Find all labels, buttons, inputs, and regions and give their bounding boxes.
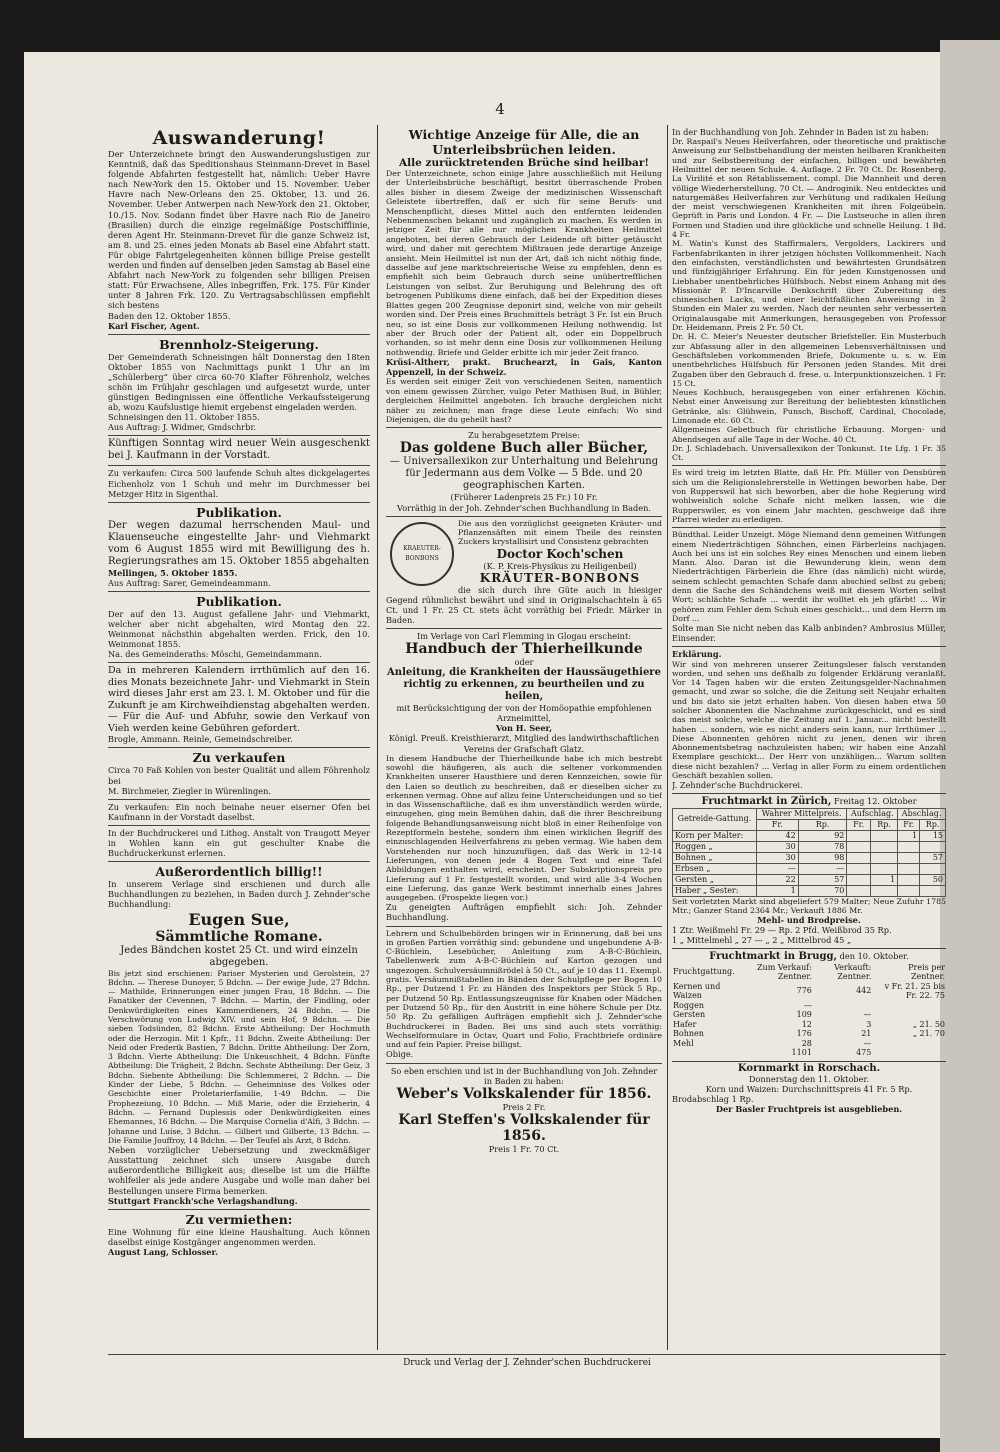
market-table (672, 963, 946, 1058)
brand-name: Doctor Koch'schen (496, 546, 624, 561)
ad-signature: Brogle, Ammann. Reinle, Gemeindschreiber. (108, 734, 293, 745)
table-cell (920, 863, 946, 874)
ad-text: Der Unterzeichnete bringt den Auswanderungslustigen zur Kenntniß, daß das Speditionshaus Steinmann-Drevet in Basel folgende Abfahrten festgestellt hat, nämlich: Ueber Havre nach New-York den 15. Oktober und 15. November. Ueber Havre nach New-Orleans den 25. Oktober, 13. und 26. November. Ueber Antwerpen nach New-York den 21. Oktober, 10./15. Nov. Sodann findet über Havre nach Rio de Janeiro (Brasilien) durch die einzige regelmäßige Postschifflinie, deren Agent Hr. Steinmann-Drevet für die ganze Schweiz ist, am 8. und 25. eines jeden Monats ab Basel eine Abfahrt statt. Für obige Fahrtgelegenheiten können billige Preise gestellt werden und finden auf denselben jeden Samstag ab Basel eine Abfahrt nach New-York zu folgenden sehr billigen Preisen statt: Für Erwachsene, Alles inbegriffen, Frk. 175. Für Kinder unter 8 Jahren Frk. 120. Zu Vertragsabschlüssen empfiehlt sich bestens (108, 149, 370, 311)
table-cell (898, 885, 920, 896)
market-zuerich (672, 794, 946, 949)
ad-text: Zu verkaufen: Circa 500 laufende Schuh altes dickgelagertes Eichenholz von 1 Schuh und mehr im Durchmesser bei Metzger Hitz in Sigenthal. (108, 468, 370, 499)
table-cell (870, 885, 897, 896)
ad-text: Der Gemeinderath Schneisingen hält Donnerstag den 18ten Oktober 1855 von Nachmittags punkt 1 Uhr an im „Schülerberg“ über circa 60-70 Klafter Föhrenholz, welches schön im Frühjahr geschlagen und aufgesetzt wurde, unter günstigen Bedingnissen eine öffentliche Verkaufssteigerung ab, wozu Kaufslustige hiemit ergebenst eingeladen werden. (108, 351, 370, 413)
ad-eugen-sue (108, 862, 370, 1209)
table-cell: — (863, 1038, 872, 1048)
table-cell: „ 21. 70 (912, 1029, 945, 1039)
table-cell: 57 (798, 874, 847, 885)
table-cell: 1 (898, 830, 920, 841)
table-cell (872, 1039, 946, 1049)
table-cell: 475 (856, 1048, 872, 1058)
ad-signature: Aus Auftrag: Sarer, Gemeindeammann. (108, 577, 271, 588)
ad-title: Auswanderung! (152, 127, 326, 149)
ad-date: Mellingen, 5. Oktober 1855. (108, 567, 238, 578)
table-row (672, 982, 946, 1001)
table-row (672, 1048, 946, 1058)
table-row (672, 1001, 946, 1011)
ad-date: Schneisingen den 11. Oktober 1855. (108, 412, 260, 423)
ad-signature: Krüsi-Altherr, prakt. Bruchearzt, in Gais, Kanton Appenzell, in der Schweiz. (386, 357, 662, 378)
table-cell: 98 (798, 852, 847, 863)
connector: oder (514, 657, 534, 668)
table-cell (920, 885, 946, 896)
book-author: Von H. Seer, (495, 723, 553, 734)
author-role: Königl. Preuß. Kreisthierarzt, Mitglied des landwirthschaftlichen Vereins der Grafschaft Glatz. (388, 733, 660, 754)
table-cell: 3 (866, 1019, 872, 1029)
ad-lehrling (108, 826, 370, 862)
market-date: den 10. Oktober. (839, 951, 909, 962)
ad-bruchmittel (386, 125, 662, 428)
table-cell: 1 (756, 885, 798, 896)
market-table (672, 808, 946, 897)
book-subtitle: Anleitung, die Krankheiten der Haussäugethiere richtig zu erkennen, zu beurtheilen und zu heilen, (387, 667, 661, 703)
product-title: KRÄUTER-BONBONS (479, 570, 641, 585)
price-line: (Früherer Ladenpreis 25 Fr.) 10 Fr. (450, 492, 598, 503)
book-title: Weber's Volkskalender für 1856. (396, 1085, 652, 1102)
table-cell: Mehl (673, 1038, 694, 1048)
notice-title: Erklärung. (672, 649, 722, 660)
table-cell: Hafer (673, 1019, 697, 1029)
ad-text: Circa 70 Faß Kohlen von bester Qualität und allem Föhrenholz bei (108, 765, 370, 786)
column-rule (377, 125, 378, 1350)
column-header: Abschlag. (898, 808, 946, 819)
market-date: Freitag 12. Oktober (833, 796, 917, 807)
ad-text: In diesem Handbuche der Thierheilkunde habe ich mich bestrebt sowohl die häufigeren, als auch die seltener vorkommenden Krankheiten unserer Hausthiere und deren Kennzeichen, sowie für den Laien so deutlich zu beschreiben, daß er dieselben sicher zu erkennen vermag. Ohne auf allzu feine Unterscheidungen und so tief in das Wissenschaftliche, daß es ihm unverständlich werden würde, einzugehen, ging mein Bemühen dahin, daß die ihrer Beschreibung folgende Behandlungsanweisung nicht bloß in einer Reihenfolge von Rezeptformeln bestehe, sondern ihm einen wirklichen Begriff des einzuschlagenden Heilverfahrens zu geben vermag. Wie haben dem Vorstehenden nur noch hinzuzufügen, daß das Werk in 12-14 Lieferungen, von denen jede 4 Bogen Text und eine Tafel Abbildungen enthalten wird, erscheint. Der Subskriptionspreis pro Lieferung auf 1 Fr. festgestellt worden, und wird alle 3-4 Wochen eine Lieferung, das ganze Werk bestimmt innerhalb eines Jahres ausgegeben. (Prospekte liegen vor.) (386, 753, 662, 903)
author-name: Eugen Sue, (188, 909, 290, 929)
ad-brennholz (108, 335, 370, 437)
ad-signature: August Lang, Schlosser. (108, 1246, 218, 1257)
next-page-edge (940, 40, 1000, 1452)
ad-vermiethen (108, 1210, 370, 1260)
column-2 (386, 125, 662, 1157)
column-rule (667, 125, 668, 1350)
table-cell: v Fr. 21. 25 bis Fr. 22. 75 (884, 981, 945, 1001)
column-3 (672, 125, 946, 1117)
ad-title: Außerordentlich billig!! (155, 864, 323, 880)
table-cell: 30 (756, 841, 798, 852)
table-row (672, 1029, 946, 1039)
ad-text: In der Buchdruckerei und Lithog. Anstalt von Traugott Meyer in Wohlen kann ein gut geschulter Knabe die Buchdruckerkunst erlernen. (108, 827, 370, 859)
market-date: Donnerstag den 11. Oktober. (748, 1073, 870, 1084)
column-header: Wahrer Mittelpreis. (756, 808, 846, 819)
ad-intro: Die aus den vorzüglichst geeigneten Kräuter- und Pflanzensäften mit einem Theile des reinsten Zuckers krystallisirt und Consistenz gebrachten (458, 518, 662, 547)
ad-intro: So eben erschien und ist in der Buchhandlung von Joh. Zehnder in Baden zu haben: (390, 1065, 658, 1086)
table-cell: 442 (856, 986, 872, 996)
table-cell (870, 863, 897, 874)
ad-date: Baden den 12. Oktober 1855. (108, 310, 231, 321)
book-meier: Dr. H. C. Meier's Neuester deutscher Briefsteller. Ein Musterbuch zur Abfassung aller in den allgemeinen Lebensverhältnissen und Geschäftsleben vorkommenden Briefe, Dokumente u. s. w. Ein unentbehrliches Hülfsbuch für Personen jeden Standes. Mit drei Zugaben über den Gebrauch d. frese. u. Interpunktionszeichen. 1 Fr. 15 Ct. (672, 332, 946, 388)
ad-text: die sich durch ihre Güte auch in hiesiger Gegend rühmlichst bewährt und sind in Originalschachteln à 65 Ct. und 1 Fr. 25 Ct. stets ächt vorräthig bei Friedr. Märker in Baden. (386, 584, 662, 625)
notice-erklaerung (672, 647, 946, 794)
notice-signature: J. Zehnder'sche Buchdruckerei. (672, 780, 803, 791)
ad-title: Zu vermiethen: (185, 1211, 293, 1227)
table-cell: Bohnen „ (673, 852, 757, 863)
table-cell: 22 (756, 874, 798, 885)
market-note: Seit vorletzten Markt sind abgeliefert 579 Malter; Neue Zufuhr 1785 Mtr.; Ganzer Stand 2364 Mr.; Verkauft 1886 Mr. (672, 896, 946, 915)
market-title: Fruchtmarkt in Zürich, (701, 796, 832, 808)
table-cell: Roggen (673, 1000, 704, 1010)
table-cell: 92 (798, 830, 847, 841)
market-brugg (672, 949, 946, 1061)
table-cell (847, 841, 870, 852)
table-cell (898, 841, 920, 852)
market-title: Kornmarkt in Rorschach. (737, 1062, 881, 1074)
column-header: Preis per Zentner. (908, 962, 945, 982)
ad-publikation-mellingen (108, 503, 370, 592)
ad-wein (108, 436, 370, 466)
notice-signature: Solte man Sie nicht neben das Kalb anbinden? Ambrosius Müller, Einsender. (672, 623, 946, 644)
ad-intro: In unserem Verlage sind erschienen und durch alle Buchhandlungen zu beziehen, in Baden durch J. Zehnder'sche Buchhandlung: (108, 879, 370, 910)
ad-signature: Stuttgart Franckh'sche Verlagshandlung. (108, 1195, 298, 1206)
market-text: Korn und Waizen: Durchschnittspreis 41 Fr. 5 Rp. (705, 1083, 913, 1094)
price-line: Preis 2 Fr. (502, 1101, 546, 1112)
ad-kohlen (108, 748, 370, 799)
market-text: Brodabschlag 1 Rp. (672, 1093, 754, 1104)
notice-text: Es wird treig im letzten Blatte, daß Hr. Pfr. Müller von Densbüren sich um die Religionslehrerstelle in Wettingen beworben habe. Der von Rupperswil hat sich beworben, aber die hohe Regierung wird wohlweislich solche Schafe nicht melken lassen, wie die Rupperswiler, es von einem Jahr machten, geschweige daß ihre Pfarrei wieder zu erledigen. (672, 468, 946, 524)
ad-signature: Karl Fischer, Agent. (108, 320, 200, 331)
table-cell (872, 1048, 946, 1058)
ad-text: Eine Wohnung für eine kleine Haushaltung. Auch können daselbst einige Kostgänger angenommen werden. (108, 1226, 370, 1247)
table-cell (813, 1001, 872, 1011)
book-schladebach: Dr. J. Schladebach. Universallexikon der Tonkunst. 1te Lfg. 1 Fr. 35 Ct. (672, 443, 946, 463)
table-row (673, 885, 946, 896)
ad-title: Publikation. (196, 593, 282, 609)
ad-text: — Universallexikon zur Unterhaltung und Belehrung für Jedermann aus dem Volke — 5 Bde. und 20 geographischen Karten. (389, 456, 659, 492)
table-cell (872, 1001, 946, 1011)
table-cell: 42 (756, 830, 798, 841)
ad-signature: Vorräthig in der Joh. Zehnder'schen Buchhandlung in Baden. (397, 502, 651, 513)
table-cell: 176 (796, 1029, 812, 1039)
book-title: Das goldene Buch aller Bücher, (399, 440, 649, 457)
table-cell (870, 841, 897, 852)
column-header: Verkauft: Zentner. (834, 962, 872, 982)
table-row (673, 852, 946, 863)
table-cell (872, 1010, 946, 1020)
table-cell: 50 (920, 874, 946, 885)
table-header-row (672, 963, 946, 982)
table-cell: — (803, 1000, 812, 1010)
table-cell (870, 852, 897, 863)
table-cell (920, 841, 946, 852)
column-header: Fruchtgattung. (673, 967, 735, 977)
table-cell: Bohnen (673, 1029, 704, 1039)
ad-publikation-frick (108, 592, 370, 663)
table-cell (870, 830, 897, 841)
table-cell: Kernen und Waizen (673, 981, 721, 1001)
table-cell: 70 (798, 885, 847, 896)
ad-text: Künftigen Sonntag wird neuer Wein ausgeschenkt bei J. Kaufmann in der Vorstadt. (108, 438, 370, 462)
ad-signature: Obige. (386, 1049, 414, 1060)
ad-volkskalender (386, 1064, 662, 1157)
table-cell (898, 852, 920, 863)
table-cell (847, 863, 870, 874)
bonbons-seal-icon: KRAEUTER-BONBONS (390, 522, 454, 586)
table-cell: Haber „ Sester: (673, 885, 757, 896)
table-cell: Gersten (673, 1010, 706, 1020)
ad-lead: Im Verlage von Carl Flemming in Glogau erscheint: (416, 630, 631, 641)
ad-text: Dr. Raspail's Neues Heilverfahren, oder theoretische und praktische Anweisung zur Selbstbehandlung der meisten heilbaren Krankheiten und zur Selbstbereitung der einfachen, billigen und bewährten Heilmittel der neuen Schule. 4. Auflage. 2 Fr. 70 Ct. Dr. Rosenberg. La Virilité et son Rétablissement. compl. Die Mannheit und deren völlige Wiederherstellung. 70 Ct. — Androginik. Neu entdecktes und naturgemäßes Heilverfahren zur Verhütung und radikalen Heilung der meist verschwiegenen Krankheiten mit ihren Folgeübeln. Geprüft in Paris und London. 4 Fr. — Die Lustseuche in allen ihren Formen und Stadien und ihre glückliche und schnelle Heilung. 1 Bd. 4 Fr. (672, 137, 946, 240)
ad-title: Publikation. (196, 504, 282, 520)
ad-buchhandlung-zehnder (672, 125, 946, 466)
notice-text: Wir sind von mehreren unserer Zeitungsleser falsch verstanden worden, und sehen uns deßhalb zu folgender Erklärung veranlaßt. Vor 14 Tagen haben wir die ersten Zeitungsgelder-Nachnahmen gemacht, und zwar so solche, die die Zeitung seit Neujahr erhalten und bis dato sie jetzt erhalten haben. Von diesen haben etwa 50 solcher Abonnenten die Nachnahme zurückgeschickt, und es sind das meist solche, welche die Zeitung auf 1. Januar... nicht bestellt haben ... sondern, wie es nicht anders sein kann, nur Irrthümer ... Diese Abonnenten gehören nicht zu jenen, denen wir ihren Abonnementsbetrag nachzuleisten haben; wir haben eine Anzahl Exemplare geschickt... Der Herr von unzähligen... Warum sollten diese nicht bezahlen? ... Verlag in aller Form zu einem ordentlichen Geschäft bezahlen sollen. (672, 659, 946, 781)
brand-sub: (K. P. Kreis-Physikus zu Heiligenbeil) (483, 560, 637, 571)
book-gebetbuch: Allgemeines Gebetbuch für christliche Erbauung. Morgen- und Abendsegen auf alle Tage in der Woche. 40 Ct. (672, 425, 946, 444)
book-title: Handbuch der Thierheilkunde (405, 641, 643, 658)
column-header: Getreide-Gattung. (673, 808, 757, 830)
ad-text: Lehrern und Schulbehörden bringen wir in Erinnerung, daß bei uns in großen Partien vorräthig sind: gebundene und ungebundene A-B-C-Büchlein, Lesebücher, Anleitung zum A-B-C-Büchlein, Tabellenwerk zum A-B-C-Büchlein auf Karton gezogen und ungezogen. Schulversäumnißrödel à 50 Ct., auf je 10 das 11. Exempl. gratis. Versäumnißtabellen in Bänden der Schulpflege per Bogen 10 Rp., per Dutzend 1 Fr. zu Händen des Inspektors per Stück 5 Rp., per Dutzend 50 Rp. Entlassungszeugnisse für Knaben oder Mädchen per Dutzend 50 Rp., für den Austritt in eine höhere Schule per Dtz. 50 Rp. Zu gefälligen Aufträgen empfiehlt sich J. Zehnder'sche Buchdruckerei in Baden. Bei uns sind auch stets vorräthig: Wechselformulare in Octav, Quart und Folio, Frachtbriefe ordinäre und auf fein Papier. Preise billigst. (386, 928, 662, 1050)
table-cell (898, 874, 920, 885)
table-cell: 15 (920, 830, 946, 841)
market-text: Der Basler Fruchtpreis ist ausgeblieben. (715, 1103, 903, 1114)
price-line: Jedes Bändchen kostet 25 Ct. und wird einzeln abgegeben. (120, 944, 358, 968)
ad-signature: Na. des Gemeinderaths: Möschi, Gemeindammann. (108, 649, 322, 660)
column-header: Aufschlag. (847, 808, 898, 819)
table-cell (847, 885, 870, 896)
ad-title: Zu verkaufen (192, 750, 286, 766)
imprint-footer: Druck und Verlag der J. Zehnder'schen Buchdruckerei (108, 1354, 946, 1368)
ad-text: Da in mehreren Kalendern irrthümlich auf den 16. dies Monats bezeichnete Jahr- und Viehmarkt in Stein wird dieses Jahr erst am 23. l. M. Oktober und für die Zukunft je am Kirchweihdienstag abgehalten werden. — Für die Auf- und Abfuhr, sowie den Verkauf von Vieh werden keine Gebühren gefordert. (108, 665, 370, 734)
table-row (672, 1020, 946, 1030)
table-cell (898, 863, 920, 874)
table-cell: „ 21. 50 (912, 1019, 945, 1029)
ad-auswanderung (108, 125, 370, 335)
table-cell: — (798, 863, 847, 874)
ad-goldene-buch (386, 428, 662, 516)
book-list: Bis jetzt sind erschienen: Pariser Mysterien und Gerolstein, 27 Bdchn. — Therese Dunoyer, 5 Bdchn. — Der ewige Jude, 27 Bdchn. — Mathilde, Erinnerungen einer jungen Frau, 18 Bdchn. — Die Fanatiker der Cevennen, 7 Bdchn. — Martin, der Findling, oder Denkwürdigkeiten eines Kammerdieners, 24 Bdchn. — Die Verschwörung von Ludwig XIV. und sein Hof, 9 Bdchn. — Die sieben Todsünden, 82 Bdchn. Erste Abtheilung: Der Hochmuth oder die Herzogin. Mit 1 Kpfr., 11 Bdchn. Zweite Abtheilung: Der Neid oder Frederik Bastien, 7 Bdchn. Dritte Abtheilung: Der Zorn, 3 Bdchn. Vierte Abtheilung: Die Unkeuschheit, 4 Bdchn. Fünfte Abtheilung: Die Trägheit, 2 Bdchn. Sechste Abtheilung: Der Geiz, 3 Bdchn. Siebente Abtheilung: Die Schlemmerei, 2 Bdchn. — Die Kinder der Liebe, 5 Bdchn. — Geheimnisse des Volkes oder Geschichte einer Proletarierfamilie, 1-49 Bdchn. — Die Prophezeiung, 10 Bdchn. — Miß Marie, oder die Erzieherin, 4 Bdchn. — Fernand Duplessis oder Denkwürdigkeiten eines Ehemannes, 16 Bdchn. — Die Marquise Cornelia d'Alfi, 3 Bdchn. — Johanne und Luise, 3 Bdchn. — Gilbert und Gilberte, 13 Bdchn. — Die Familie Jouffroy, 14 Bdchn. — Der Teufel als Arzt, 8 Bdchn. (108, 968, 370, 1145)
column-header: Zum Verkauf: Zentner. (757, 962, 812, 982)
table-cell (847, 830, 870, 841)
table-cell (672, 1048, 745, 1058)
page-number: 4 (495, 100, 505, 118)
table-cell: 21 (861, 1029, 872, 1039)
table-row (673, 863, 946, 874)
table-row (673, 830, 946, 841)
ad-signature: Zu geneigten Aufträgen empfiehlt sich: Joh. Zehnder Buchhandlung. (386, 902, 662, 923)
ad-signature: Aus Auftrag: J. Widmer, Gmdschrbr. (108, 422, 257, 433)
notice-buendthal (672, 528, 946, 647)
ad-eichenholz (108, 466, 370, 502)
table-row (673, 841, 946, 852)
ad-text: Zu verkaufen: Ein noch beinahe neuer eiserner Ofen bei Kaufmann in der Vorstadt daselbst. (108, 801, 370, 822)
ad-title: Wichtige Anzeige für Alle, die an Unterleibsbrüchen leiden. (408, 127, 640, 157)
ad-lead: Zu herabgesetztem Preise: (468, 430, 580, 441)
ad-signature: M. Birchmeier, Ziegler in Würenlingen. (108, 785, 272, 796)
table-cell: 78 (798, 841, 847, 852)
ad-text: Der wegen dazumal herrschenden Maul- und Klauenseuche eingestellte Jahr- und Viehmarkt vom 6 August 1855 wird mit Bewilligung des h. Regierungsrathes am 15. Oktober 1855 abgehalten (108, 519, 370, 567)
book-watin: M. Watin's Kunst des Staffirmalers, Vergolders, Lackirers und Farbenfabrikanten in ihrer jetzigen höchsten Vollkommenheit. Nach den einfachsten, verständlichsten und bewährtesten Grundsätzen und fünfzigjähriger Erfahrung. Ein für jeden Kunstgenossen und Liebhaber unentbehrliches Hülfsbuch. Nebst einem Anhang mit des Missionär P. D'Incarville Denkschrift über Zubereitung des chinesischen Lacks, und einer leichtfaßlichen Anweisung in 2 Stunden ein Maler zu werden. Nach der neunten sehr verbesserten Originalausgabe mit Anmerkungen, herausgegeben von Professor Dr. Heidemann. Preis 2 Fr. 50 Ct. (672, 239, 946, 333)
brot-line: 1 „ Mittelmehl „ 27 — „ 2 „ Mittelbrod 45 „ (672, 935, 852, 946)
ad-note: Es werden seit einiger Zeit von verschiedenen Seiten, namentlich von einem gewissen Zürcher, vulgo Peter Mathisen Bud, in Bühler, dergleichen Heilmittel angeboten. Ich brauche dergleichen nicht näher zu zeichnen; man frage diese Leute einfach: Wo sind Diejenigen, die du geheilt hast? (386, 377, 662, 424)
table-cell: 1 (870, 874, 897, 885)
table-cell: 30 (756, 852, 798, 863)
table-cell: 28 (801, 1038, 812, 1048)
brot-line: 1 Ztr. Weißmehl Fr. 29 — Rp. 2 Pfd. Weißbrod 35 Rp. (672, 925, 892, 936)
ad-text: Neben vorzüglicher Uebersetzung und zweckmäßiger Ausstattung zeichnet sich unsere Ausgabe durch außerordentliche Billigkeit aus; dieselbe ist um die Hälfte wohlfeiler als jede andere Ausgabe und wolle man daher bei Bestellungen unsere Firma bemerken. (108, 1145, 370, 1196)
book-kochbuch: Neues Kochbuch, herausgegeben von einer erfahrenen Köchin. Nebst einer Anweisung zur Bereitung der beliebtesten künstlichen Getränke, als: Glühwein, Punsch, Bischoff, Cardinal, Chocolade, Limonade etc. 60 Ct. (672, 388, 946, 425)
table-cell: 12 (801, 1019, 812, 1029)
table-subheader-row: Fr. Rp. Fr. Rp. Fr. Rp. (673, 819, 946, 830)
book-subtitle-2: mit Berücksichtigung der von der Homöopathie empfohlenen Arzneimittel, (396, 703, 652, 724)
ad-text: Der Unterzeichnete, schon einige Jahre ausschließlich mit Heilung der Unterleibsbrüche beschäftigt, besitzt überraschende Proben alles bisher in diesem Zweige der medizinischen Wissenschaft Geleistete übertreffen, daß er sich für seine Berufs- und Menschenpflicht, dieses Mittel auch den entfernten leidenden Nebenmenschen bekannt und zugänglich zu machen. Es werden in jetziger Zeit für alle nur möglichen Krankheiten Heilmittel angeboten, bei deren Gebrauch der Leidende oft bitter getäuscht wird, und daher mit gerechtem Mißtrauen jede derartige Anzeige ansieht. Mein Heilmittel ist nun der Art, daß ich nicht nöthig finde, dasselbe auf jene marktschreierische Weise zu empfehlen, denn es empfiehlt sich beim Gebrauch durch seine unübertrefflichen Leistungen von selbst. Zur Beruhigung und Belehrung des oft betrogenen Publikums diene einfach, daß bei der Expedition dieses Blattes gegen 200 Zeugnisse deponirt sind, welche von mir geheilt worden sind. Der Preis eines Bruchmittels beträgt 3 Fr. Ist ein Bruch neu, so ist eine Dosis zur vollkommenen Heilung nothwendig. Ist aber der Bruch oder der Patient alt, oder ein Doppelbruch vorhanden, so ist mehr denn eine Dosis zur vollkommenen Heilung nothwendig. Briefe und Gelder erbitte ich mir jeder Zeit franco. (386, 169, 662, 357)
table-cell: Korn per Malter: (673, 830, 757, 841)
table-row (672, 1010, 946, 1020)
market-title: Fruchtmarkt in Brugg, (709, 951, 837, 963)
table-row (673, 874, 946, 885)
notice-text: Bündthal. Leider Unzeigt. Möge Niemand denn gemeinen Witfungen einem Niederträchtigen Söhnchen, einen Färberleins nachjagen. Auch bei uns ist ein solches Rey eines Menschen und einem lieben Mann. Also. Daran ist die Bewunderung klein, wenn dem Niederträchtigen Färberlein die Ehre (das nämlich) nicht würde, seinem schlecht gemachten Schafe dann abschied selbst zu geben; denn die Sache des Schändchens weiß mit diesem Worten selbst Wort; schlächte Schafe ... werdit ihr wolltet eh jeh gfärbt! ... Wir gehören zum Fehler dem Schuh eines geschickt... und dem Herrn im Dorf ... (672, 530, 946, 623)
brot-title: Mehl- und Brodpreise. (757, 915, 861, 926)
table-cell: — (756, 863, 798, 874)
table-header-row (673, 808, 946, 819)
table-cell: — (863, 1010, 872, 1020)
ad-schulmaterial (386, 927, 662, 1064)
book-title-2: Karl Steffen's Volkskalender für 1856. (398, 1111, 650, 1144)
table-cell (847, 874, 870, 885)
notice-densbueren (672, 466, 946, 528)
table-cell: 776 (796, 986, 812, 996)
price-line-2: Preis 1 Fr. 70 Ct. (488, 1143, 560, 1154)
ad-thierheilkunde (386, 629, 662, 927)
market-rorschach (672, 1062, 946, 1117)
table-cell: 57 (920, 852, 946, 863)
table-row (672, 1039, 946, 1049)
table-cell: Gersten „ (673, 874, 757, 885)
ad-intro: In der Buchhandlung von Joh. Zehnder in Baden ist zu haben: (672, 127, 929, 137)
ad-markt-stein (108, 663, 370, 748)
book-series: Sämmtliche Romane. (155, 928, 323, 945)
table-cell: Roggen „ (673, 841, 757, 852)
ad-ofen (108, 800, 370, 826)
ad-title: Brennholz-Steigerung. (159, 336, 319, 352)
table-cell: 1101 (791, 1048, 812, 1058)
table-cell (847, 852, 870, 863)
column-1 (108, 125, 370, 1260)
ad-text: Der auf den 13. August gefallene Jahr- und Viehmarkt, welcher aber nicht abgehalten, wird Montag den 22. Weinmonat nächsthin abgehalten werden. Frick, den 10. Weinmonat 1855. (108, 608, 370, 650)
ad-subtitle: Alle zurücktretenden Brüche sind heilbar! (399, 157, 649, 169)
table-cell: 109 (796, 1010, 812, 1020)
ad-kraeuter-bonbons (386, 517, 662, 629)
table-cell: Erbsen „ (673, 863, 757, 874)
